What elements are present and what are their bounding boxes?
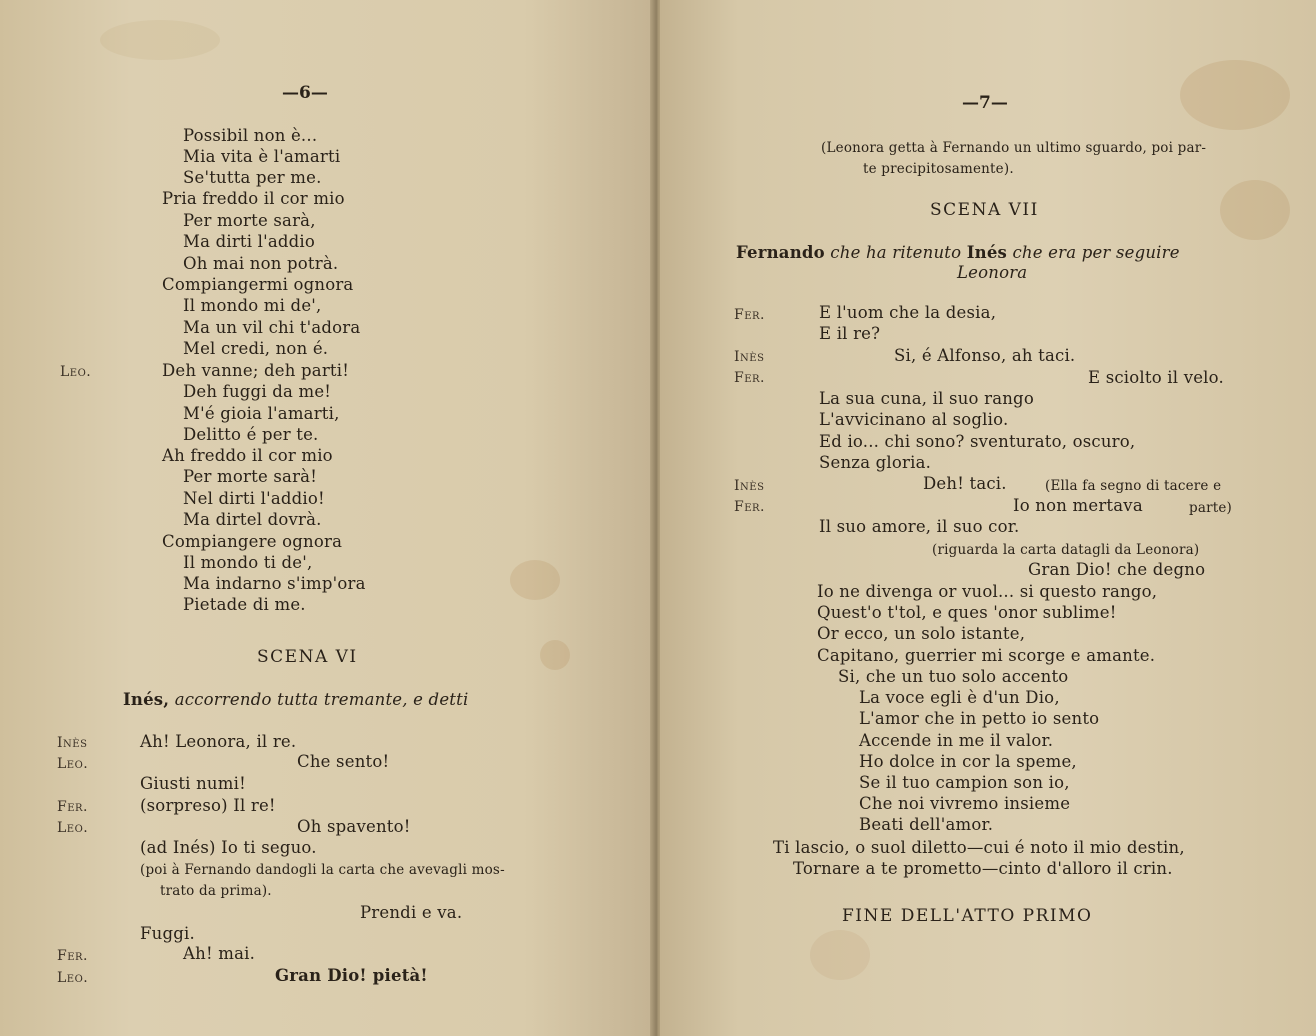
verse-line: Pietade di me.	[183, 595, 306, 614]
dialogue-line: Fuggi.	[140, 924, 195, 943]
verse-line: Mel credi, non é.	[183, 339, 329, 358]
stage-direction: (Ella fa segno di tacere e	[1045, 478, 1222, 494]
dialogue-line: E il re?	[819, 324, 881, 343]
verse-line: La voce egli è d'un Dio,	[859, 688, 1060, 707]
dialogue-line: Quest'o t'tol, e ques 'onor sublime!	[817, 603, 1117, 622]
speaker-label: Inès	[734, 349, 765, 365]
speaker-label: Inès	[734, 478, 765, 494]
verse-line: Ah freddo il cor mio	[162, 446, 333, 465]
cast-description: che ha ritenuto	[830, 243, 962, 262]
dialogue-line: Io non mertava	[1013, 496, 1143, 515]
dialogue-line: Gran Dio! pietà!	[275, 966, 428, 985]
scene-title: SCENA VI	[257, 647, 358, 667]
speaker-label: Fer.	[57, 948, 88, 964]
dialogue-line: (sorpreso) Il re!	[140, 796, 276, 815]
dialogue-line: Io ne divenga or vuol... si questo rango,	[817, 582, 1158, 601]
speaker-label: Leo.	[57, 970, 89, 986]
verse-line: Beati dell'amor.	[859, 815, 994, 834]
page-number: —6—	[282, 83, 328, 103]
cast-description: accorrendo tutta tremante, e detti	[174, 690, 469, 709]
cast-name: Fernando	[736, 243, 825, 262]
verse-line: Ma dirtel dovrà.	[183, 510, 322, 529]
speaker-label: Leo.	[60, 364, 92, 380]
dialogue-line: Capitano, guerrier mi scorge e amante.	[817, 646, 1156, 665]
dialogue-line: Prendi e va.	[360, 903, 463, 922]
cast-description: che era per seguire	[1012, 243, 1180, 262]
closing-line: Ti lascio, o suol diletto—cui é noto il mio destin,	[773, 838, 1185, 857]
verse-line: Per morte sarà,	[183, 211, 316, 230]
verse-line: Ho dolce in cor la speme,	[859, 752, 1077, 771]
verse-line: Accende in me il valor.	[859, 731, 1054, 750]
verse-line: Possibil non è...	[183, 126, 318, 145]
verse-line: Pria freddo il cor mio	[162, 189, 345, 208]
dialogue-line: E l'uom che la desia,	[819, 303, 997, 322]
dialogue-line: Ed io... chi sono? sventurato, oscuro,	[819, 432, 1136, 451]
verse-line: Deh fuggi da me!	[183, 382, 332, 401]
dialogue-line: Senza gloria.	[819, 453, 932, 472]
dialogue-line: La sua cuna, il suo rango	[819, 389, 1034, 408]
verse-line: Delitto é per te.	[183, 425, 319, 444]
dialogue-line: Or ecco, un solo istante,	[817, 624, 1026, 643]
verse-line: Si, che un tuo solo accento	[838, 667, 1069, 686]
verse-line: Per morte sarà!	[183, 467, 318, 486]
verse-line: Il mondo mi de',	[183, 296, 322, 315]
verse-line: Nel dirti l'addio!	[183, 489, 325, 508]
left-page	[0, 0, 655, 1036]
verse-line: Se il tuo campion son io,	[859, 773, 1070, 792]
scene-cast	[123, 690, 468, 710]
dialogue-line: Giusti numi!	[140, 774, 246, 793]
speaker-label: Leo.	[57, 756, 89, 772]
dialogue-line: Ah! Leonora, il re.	[140, 732, 297, 751]
cast-name: Inés,	[123, 690, 170, 709]
end-of-act: FINE DELL'ATTO PRIMO	[842, 906, 1093, 926]
verse-line: Compiangermi ognora	[162, 275, 354, 294]
speaker-label: Fer.	[734, 370, 765, 386]
speaker-label: Inès	[57, 735, 88, 751]
verse-line: Ma un vil chi t'adora	[183, 318, 361, 337]
dialogue-line: L'avvicinano al soglio.	[819, 410, 1009, 429]
dialogue-line: Il suo amore, il suo cor.	[819, 517, 1020, 536]
stage-direction: (riguarda la carta datagli da Leonora)	[932, 542, 1200, 558]
cast-name: Inés	[966, 243, 1008, 262]
dialogue-line: Ah! mai.	[183, 944, 256, 963]
verse-line: Se'tutta per me.	[183, 168, 322, 187]
scene-cast	[736, 243, 1180, 263]
verse-line: Ma indarno s'imp'ora	[183, 574, 366, 593]
verse-line: Mia vita è l'amarti	[183, 147, 341, 166]
verse-line: Ma dirti l'addio	[183, 232, 316, 251]
dialogue-line: (ad Inés) Io ti seguo.	[140, 838, 317, 857]
stage-direction: (poi à Fernando dandogli la carta che avevagli mos-	[140, 862, 505, 878]
stage-direction: te precipitosamente).	[863, 161, 1014, 177]
dialogue-line: Si, é Alfonso, ah taci.	[894, 346, 1076, 365]
stage-direction: trato da prima).	[160, 883, 272, 899]
speaker-label: Fer.	[734, 307, 765, 323]
speaker-label: Fer.	[734, 499, 765, 515]
verse-line: Compiangere ognora	[162, 532, 343, 551]
speaker-label: Leo.	[57, 820, 89, 836]
stage-direction: (Leonora getta à Fernando un ultimo sguardo, poi par-	[821, 140, 1207, 156]
page-number: —7—	[962, 93, 1008, 113]
dialogue-line: Che sento!	[297, 752, 390, 771]
verse-line: Che noi vivremo insieme	[859, 794, 1071, 813]
verse-line: L'amor che in petto io sento	[859, 709, 1100, 728]
verse-line: Deh vanne; deh parti!	[162, 361, 350, 380]
dialogue-line: Deh! taci.	[923, 474, 1007, 493]
dialogue-line: Oh spavento!	[297, 817, 411, 836]
scene-title: SCENA VII	[930, 200, 1039, 220]
verse-line: M'é gioia l'amarti,	[183, 404, 340, 423]
cast-description: Leonora	[957, 263, 1028, 282]
speaker-label: Fer.	[57, 799, 88, 815]
closing-line: Tornare a te prometto—cinto d'alloro il crin.	[793, 859, 1173, 878]
verse-line: Il mondo ti de',	[183, 553, 313, 572]
dialogue-line: Gran Dio! che degno	[1028, 560, 1206, 579]
dialogue-line: E sciolto il velo.	[1088, 368, 1224, 387]
right-page	[660, 0, 1316, 1036]
stage-direction: parte)	[1189, 500, 1233, 516]
verse-line: Oh mai non potrà.	[183, 254, 339, 273]
